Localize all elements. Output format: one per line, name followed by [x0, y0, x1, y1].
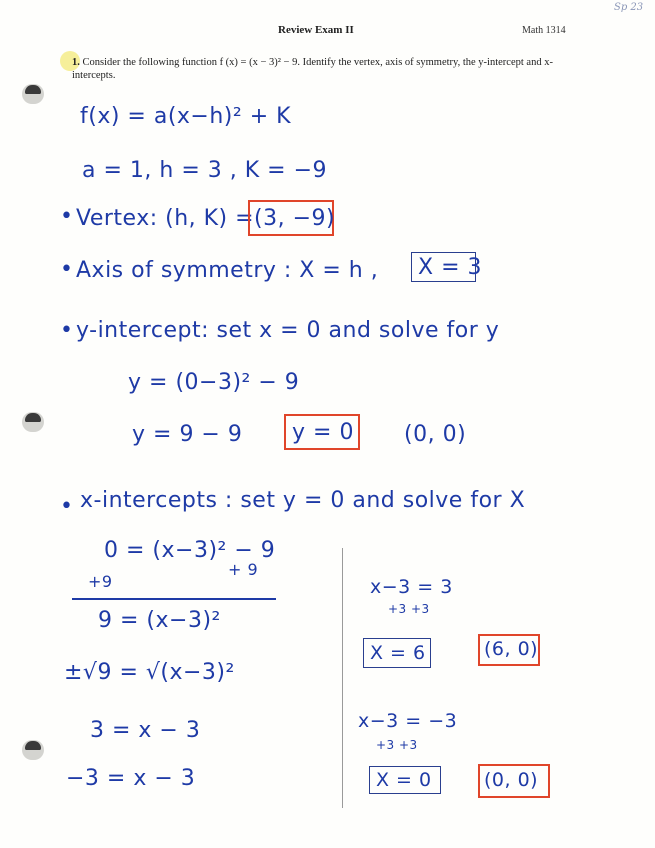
question-prompt [72, 56, 592, 82]
bullet-vertex: • [60, 204, 74, 229]
vertex-label: Vertex: (h, K) = [76, 206, 255, 231]
bullet-axis: • [60, 257, 74, 282]
corner-note: Sp 23 [614, 2, 644, 13]
xint-label: x-intercepts : set y = 0 and solve for X [80, 488, 526, 513]
bullet-yint: • [60, 318, 74, 343]
right-case-b-step2: +3 +3 [376, 738, 418, 752]
right-case-a-point: (6, 0) [484, 638, 539, 660]
question-number: 1. [72, 57, 80, 68]
column-divider [342, 548, 343, 808]
right-case-b-point: (0, 0) [484, 769, 539, 791]
right-case-a-step2: +3 +3 [388, 602, 430, 616]
yint-answer: y = 0 [292, 420, 354, 445]
yint-label: y-intercept: set x = 0 and solve for y [76, 318, 500, 343]
axis-label: Axis of symmetry : X = h , [76, 258, 379, 283]
xint-step3: ±√9 = √(x−3)² [64, 660, 235, 685]
binder-hole-icon [22, 412, 44, 432]
page-title: Review Exam II [278, 24, 354, 36]
xint-step2: 9 = (x−3)² [98, 608, 221, 633]
axis-answer: X = 3 [418, 255, 482, 280]
right-case-a-step1: x−3 = 3 [370, 576, 453, 598]
vertex-answer: (3, −9) [254, 206, 336, 231]
question-text: Consider the following function f (x) = (x − 3)² − 9. Identify the vertex, axis of symmetry, the y-intercept and x-intercepts. [72, 57, 553, 81]
right-case-a-answer: X = 6 [370, 642, 426, 664]
binder-hole-icon [22, 84, 44, 104]
yint-point: (0, 0) [404, 422, 467, 447]
yint-step1: y = (0−3)² − 9 [128, 370, 300, 395]
xint-divider-line [72, 598, 276, 600]
right-case-b-answer: X = 0 [376, 769, 432, 791]
xint-step4: 3 = x − 3 [90, 718, 201, 743]
yint-step2: y = 9 − 9 [132, 422, 243, 447]
xint-add-left: +9 [88, 572, 113, 591]
parameters: a = 1, h = 3 , K = −9 [82, 158, 328, 183]
right-case-b-step1: x−3 = −3 [358, 710, 458, 732]
bullet-xint: • [60, 494, 74, 519]
xint-add-right: + 9 [228, 560, 259, 579]
vertex-form: f(x) = a(x−h)² + K [80, 104, 292, 129]
xint-step5: −3 = x − 3 [66, 766, 196, 791]
course-label: Math 1314 [522, 25, 566, 36]
xint-step1: 0 = (x−3)² − 9 [104, 538, 276, 563]
binder-hole-icon [22, 740, 44, 760]
